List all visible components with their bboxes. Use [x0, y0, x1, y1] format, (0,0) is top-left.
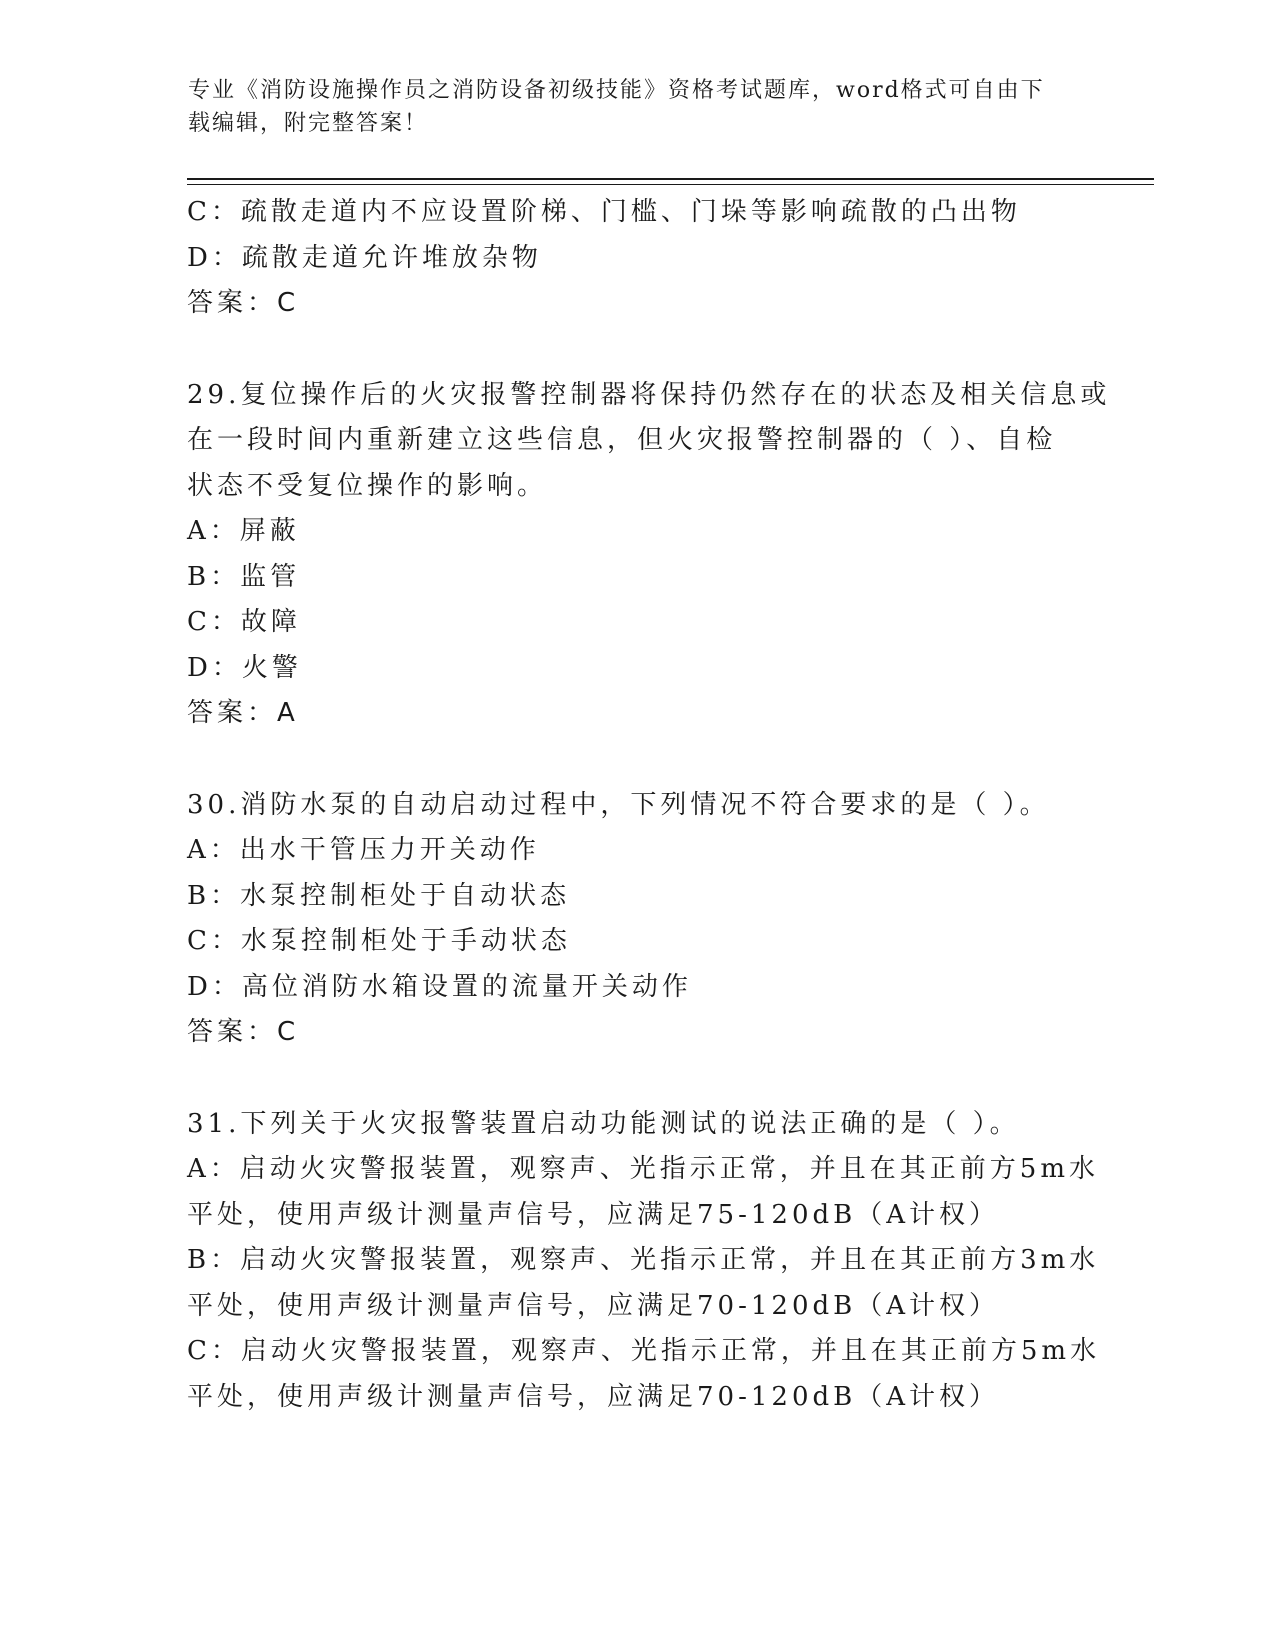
- option-b: B：启动火灾警报装置，观察声、光指示正常，并且在其正前方3m水: [187, 1245, 1100, 1275]
- answer: 答案：C: [187, 1017, 300, 1047]
- spacer: [187, 327, 1087, 373]
- option-b-continued: 平处，使用声级计测量声信号，应满足70-120dB（A计权）: [187, 1290, 1000, 1321]
- question-28-tail: [187, 190, 1087, 327]
- option-a-continued: 平处，使用声级计测量声信号，应满足75-120dB（A计权）: [187, 1199, 1000, 1230]
- header-divider-thin: [187, 184, 1154, 185]
- option-c: C：故障: [187, 607, 301, 637]
- question-stem: 状态不受复位操作的影响。: [187, 470, 548, 501]
- answer: 答案：C: [187, 288, 300, 318]
- question-30: [187, 783, 1087, 1056]
- option-d: D：高位消防水箱设置的流量开关动作: [187, 971, 692, 1002]
- question-31: [187, 1102, 1101, 1421]
- question-stem: 31.下列关于火灾报警装置启动功能测试的说法正确的是（ ）。: [187, 1108, 1020, 1139]
- option-c: C：疏散走道内不应设置阶梯、门槛、门垛等影响疏散的凸出物: [187, 197, 1021, 227]
- question-stem: 30.消防水泵的自动启动过程中，下列情况不符合要求的是（ ）。: [187, 789, 1050, 820]
- option-a: A：出水干管压力开关动作: [187, 835, 540, 865]
- spacer: [187, 1056, 1087, 1102]
- option-c: C：启动火灾警报装置，观察声、光指示正常，并且在其正前方5m水: [187, 1336, 1101, 1366]
- header-divider-thick: [187, 178, 1154, 180]
- option-c-continued: 平处，使用声级计测量声信号，应满足70-120dB（A计权）: [187, 1381, 1000, 1412]
- question-29: [187, 373, 1111, 737]
- document-header: [188, 74, 1068, 140]
- answer: 答案：A: [187, 698, 299, 728]
- option-a: A：屏蔽: [187, 516, 300, 546]
- question-stem: 在一段时间内重新建立这些信息，但火灾报警控制器的（ ）、自检: [187, 425, 1057, 455]
- option-a: A：启动火灾警报装置，观察声、光指示正常，并且在其正前方5m水: [187, 1154, 1099, 1184]
- header-title-line-1: 专业《消防设施操作员之消防设备初级技能》资格考试题库，word格式可自由下: [188, 78, 1045, 103]
- spacer: [187, 737, 1087, 783]
- question-content: [187, 190, 1111, 1420]
- header-title-line-2: 载编辑，附完整答案！: [188, 111, 429, 136]
- option-c: C：水泵控制柜处于手动状态: [187, 926, 571, 956]
- option-b: B：监管: [187, 561, 301, 592]
- option-d: D：疏散走道允许堆放杂物: [187, 242, 542, 273]
- question-stem: 29.复位操作后的火灾报警控制器将保持仍然存在的状态及相关信息或: [187, 379, 1111, 410]
- option-d: D：火警: [187, 652, 302, 683]
- option-b: B：水泵控制柜处于自动状态: [187, 880, 571, 911]
